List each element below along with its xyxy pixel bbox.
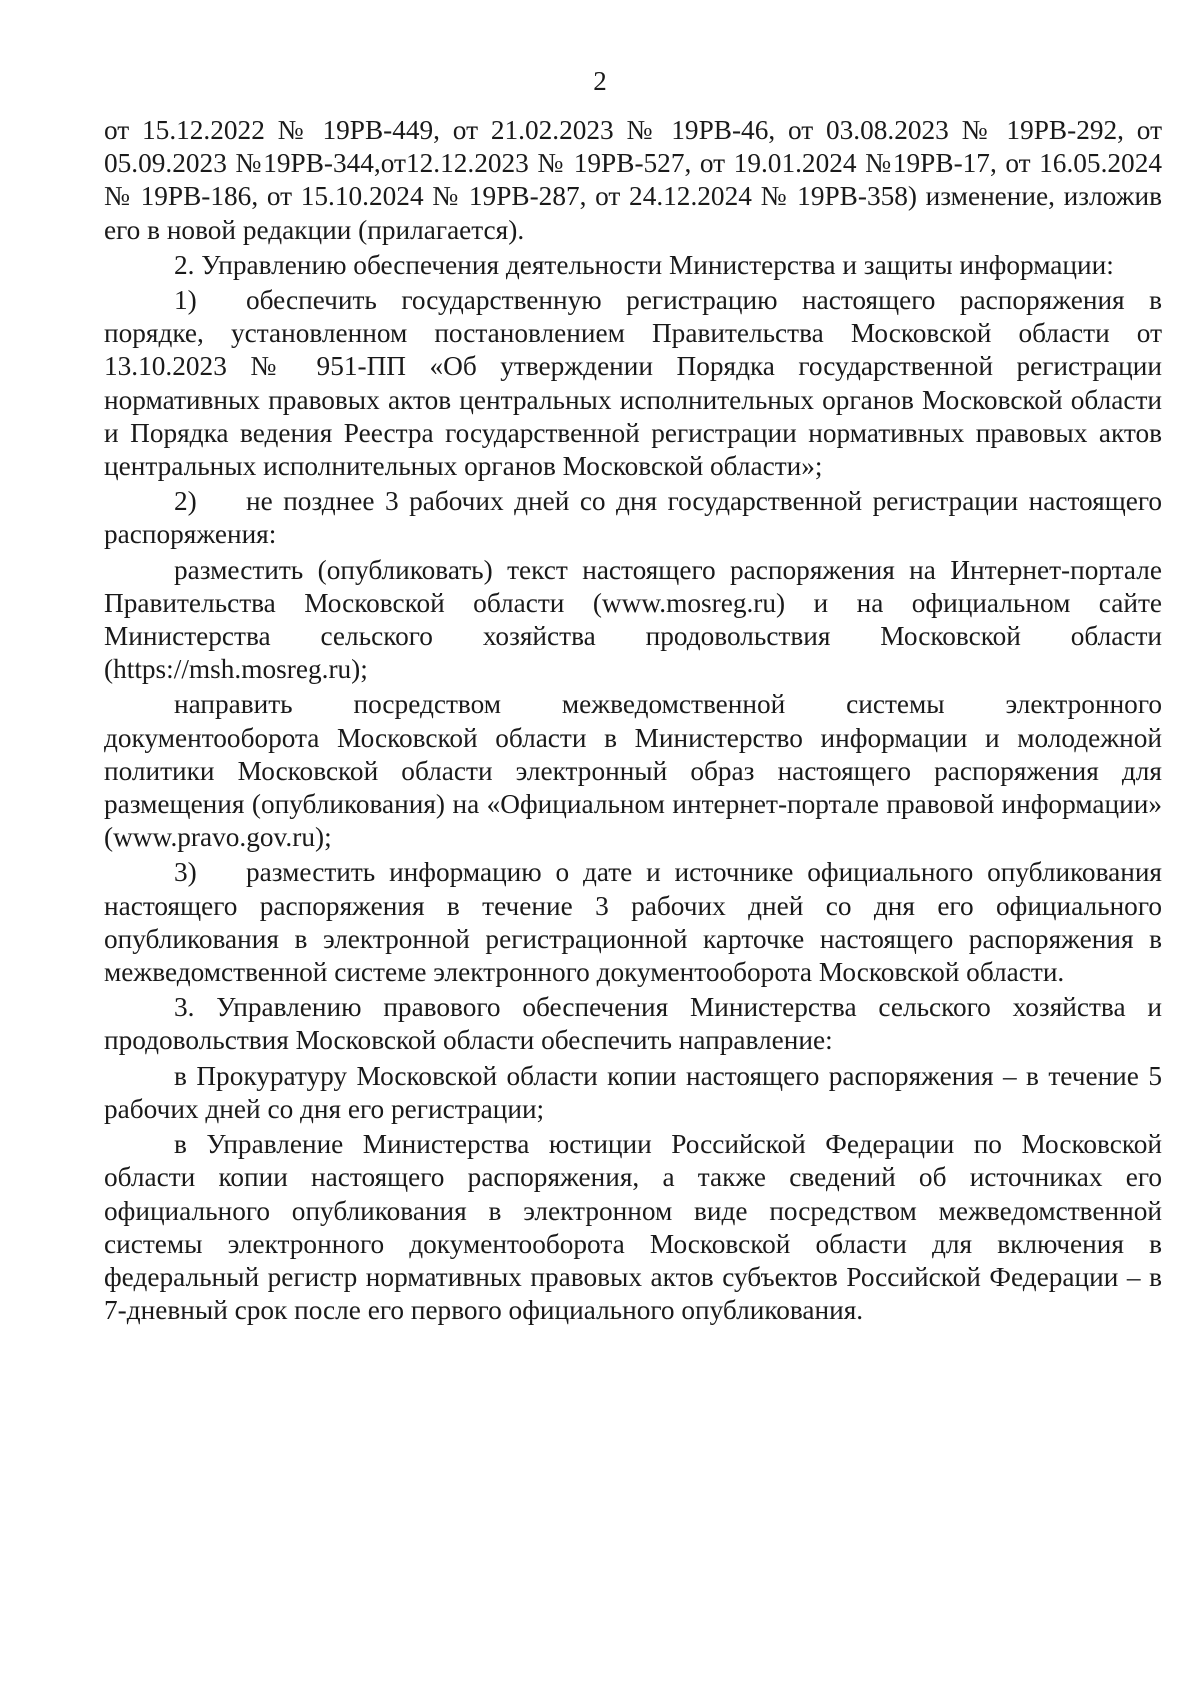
paragraph-subitem-3: [104, 856, 1162, 989]
subitem-marker: 2): [174, 486, 197, 517]
paragraph-subitem-2: [104, 485, 1162, 551]
paragraph-amendment-list: от 15.12.2022 № 19РВ-449, от 21.02.2023 № 19РВ-46, от 03.08.2023 № 19РВ-292, от 05.09.2023 №19РВ-344,от12.12.2023 № 19РВ-527, от 19.01.2024 №19РВ-17, от 16.05.2024 № 19РВ-186, от 15.10.2024 № 19РВ-287, от 24.12.2024 № 19РВ-358) изменение, изложив его в новой редакции (прилагается).: [104, 115, 1162, 245]
paragraph-send-electronic: направить посредством межведомственной системы электронного документооборота Московской области в Министерство информации и молодежной политики Московской области электронный образ настоящего распоряжения для размещения (опубликования) на «Официальном интернет-портале правовой информации» (www.pravo.gov.ru);: [104, 689, 1162, 853]
paragraph-justice-ministry: в Управление Министерства юстиции Российской Федерации по Московской области копии настоящего распоряжения, а также сведений об источниках его официального опубликования в электронном виде посредством межведомственной системы электронного документооборота Московской области для включения в федеральный регистр нормативных правовых актов субъектов Российской Федерации – в 7-дневный срок после его первого официального опубликования.: [104, 1129, 1162, 1326]
document-body: [104, 114, 1162, 1329]
paragraph-publish-online: разместить (опубликовать) текст настоящего распоряжения на Интернет-портале Правительства Московской области (www.mosreg.ru) и на официальном сайте Министерства сельского хозяйства продовольствия Московской области (https://msh.mosreg.ru);: [104, 554, 1162, 685]
paragraph-prosecutor: в Прокуратуру Московской области копии настоящего распоряжения – в течение 5 рабочих дней со дня его регистрации;: [104, 1060, 1162, 1124]
subitem-text: не позднее 3 рабочих дней со дня государственной регистрации настоящего распоряжения:: [104, 486, 1162, 550]
paragraph-item-3: 3. Управлению правового обеспечения Министерства сельского хозяйства и продовольствия Московской области обеспечить направление:: [104, 992, 1162, 1056]
paragraph-subitem-1: [104, 284, 1162, 483]
page-number: 2: [593, 66, 607, 96]
subitem-text: обеспечить государственную регистрацию настоящего распоряжения в порядке, установленном постановлением Правительства Московской области от 13.10.2023 № 951-ПП «Об утверждении Порядка государственной регистрации нормативных правовых актов центральных исполнительных органов Московской области и Порядка ведения Реестра государственной регистрации нормативных правовых актов центральных исполнительных органов Московской области»;: [104, 285, 1162, 482]
subitem-marker: 1): [174, 285, 197, 316]
subitem-text: разместить информацию о дате и источнике официального опубликования настоящего распоряжения в течение 3 рабочих дней со дня его официального опубликования в электронной регистрационной карточке настоящего распоряжения в межведомственной системе электронного документооборота Московской области.: [104, 857, 1162, 988]
paragraph-item-2: 2. Управлению обеспечения деятельности Министерства и защиты информации:: [174, 249, 1114, 280]
subitem-marker: 3): [174, 857, 197, 888]
